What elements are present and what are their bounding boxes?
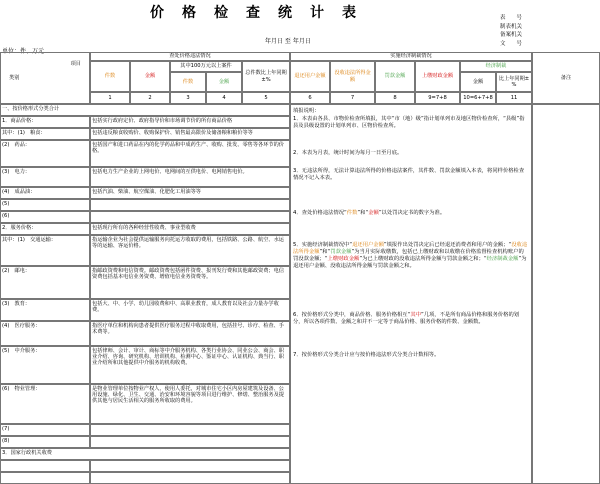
table-row-label: (3) 教育： — [0, 299, 90, 321]
note-6-text: 6．按价格形式分类中，商品价格、服务价格相互“ — [293, 312, 411, 318]
table-row-blank — [0, 472, 90, 484]
table-row-desc: 包括大、中、小学、幼儿园收费和中、高职业教育，成人教育以及社会力量办学收费。 — [90, 299, 290, 321]
table-row-label: (4) 成品油： — [0, 187, 90, 199]
table-row-label: (6) — [0, 211, 90, 223]
over-100-cases-header: 件数 — [170, 72, 206, 92]
note-4-amount: 金额 — [368, 210, 379, 216]
note-4-text: ”和“ — [357, 210, 369, 216]
fine-header: 罚款金额 — [375, 61, 415, 92]
table-row-desc: 包括律师、会计、审计、商标等中介服务机构、各类行业协会、同业公会、商会、职业介绍、咨询、研究机构、培训机构、检测中心、鉴证中心、认证机构、典当行、职业介绍所和其他提供中介服务的机构收费。 — [90, 346, 290, 384]
table-row-label: (8) — [0, 436, 90, 448]
table-row-label: (5) 中介服务： — [0, 346, 90, 384]
table-row-label: 3．国家行政机关收费 — [0, 448, 290, 460]
table-row-desc: 包括实行政府定价、政府指导价和市场调节价的所有商品价格 — [90, 116, 290, 128]
sanction-header: 经济制裁 — [460, 61, 532, 72]
col-number: 11 — [496, 92, 532, 104]
note-5-confiscate: 没收违法所得金额 — [293, 242, 528, 255]
table-row-label: (5) — [0, 199, 90, 211]
corner-cell — [0, 52, 90, 104]
sanction-vs-last-header: 比上年同期±% — [496, 72, 532, 92]
table-row-blank — [90, 472, 290, 484]
over-100-header: 其中100万元以上案件 — [170, 61, 242, 72]
note-5-refund: 退还用户金额 — [352, 242, 384, 248]
turn-in-header: 上缴财政金额 — [415, 61, 460, 92]
notes-area — [290, 104, 532, 484]
sanction-total-header: 金额 — [460, 72, 496, 92]
col-number: 3 — [170, 92, 206, 104]
col-number: 7 — [330, 92, 375, 104]
meta-form-number: 表 号 — [500, 15, 523, 21]
note-5-turn-in: 上缴财政金额 — [327, 256, 360, 262]
note-3: 3．无违法所得，无法计算违法所得的价格违法案件，其件数、罚款金额填入本表，将同样价格检查情况不记入本表。 — [293, 168, 525, 181]
note-5-text: ”为已上缴财政的没收违法所得金额与罚款金额之和；“ — [359, 256, 487, 262]
col-number: 4 — [206, 92, 242, 104]
remarks-header: 备注 — [532, 52, 600, 104]
table-row-desc: 指运输企业为社会提供运输服务向托运方收取的费用，包括铁路、公路、航空、水运等的运输、客运价格。 — [90, 235, 290, 266]
note-6 — [293, 312, 528, 326]
refund-header: 退还用户金额 — [290, 61, 330, 92]
table-row-desc — [90, 424, 290, 436]
remarks-column — [532, 104, 600, 484]
group-violation-header: 查处价格违法情况 — [90, 52, 290, 61]
table-row-label: 一、按价格形式分类合计 — [0, 104, 290, 116]
category-header: 类别 — [9, 75, 20, 81]
meta-document-number: 文 号 — [500, 40, 523, 47]
col-number: 5 — [242, 92, 290, 104]
table-row-desc: 包括现行所有的各种经营性收费、事业型收费 — [90, 223, 290, 235]
note-5-text: ”为当月实际收缴数，包括已上缴财政和以收缴在价格监督检查机构账户的罚没款金额；“ — [293, 249, 524, 262]
table-row-desc: 包括国产和进口药品在内的化学药品和中成药生产、收购、批发、零售等各环节的价格。 — [90, 140, 290, 167]
col-number: 10=6+7+8 — [460, 92, 496, 104]
item-header: 项目 — [70, 61, 81, 67]
cases-header: 件数 — [90, 61, 130, 92]
table-row-label: 1．商品价格： — [0, 116, 90, 128]
total-vs-last-header: 总件数比上年同期±% — [242, 61, 290, 92]
note-5-fine: 罚款金额 — [330, 249, 352, 255]
report-period: 年月日 至 年月日 — [265, 38, 311, 45]
unit-label: 单位：件、万元 — [2, 48, 45, 55]
table-row-blank — [90, 460, 290, 472]
table-row-label: 2．服务价格： — [0, 223, 90, 235]
table-row-label: 其中：(1) 交通运输： — [0, 235, 90, 266]
note-7: 7．按价格形式分类合计应与按价格违法形式分类合计数相等。 — [293, 352, 440, 358]
notes-heading: 填报说明： — [293, 108, 320, 114]
table-row-label: (2) 邮电： — [0, 266, 90, 299]
table-row-label: (7) — [0, 424, 90, 436]
table-row-desc: 指邮政资费和电信资费。邮政资费包括函件资费、报刊发行费和其他邮政资费；电信资费包括基本电信业务资费、增值电信业务资费等。 — [90, 266, 290, 299]
table-row-desc: 包括电力生产企业的上网电价、电网间的互供电价、电网销售电价。 — [90, 167, 290, 187]
note-4-cases: 件数 — [346, 210, 358, 216]
table-row-label: (2) 药品： — [0, 140, 90, 167]
confiscate-header: 没收违法所得金额 — [330, 61, 375, 92]
amount-header: 金额 — [130, 61, 170, 92]
table-row-label: (3) 电力： — [0, 167, 90, 187]
col-number: 6 — [290, 92, 330, 104]
group-sanction-header: 实施经济制裁情况 — [290, 52, 532, 61]
table-row-desc — [90, 199, 290, 211]
note-5-sanction: 经济制裁金额 — [486, 256, 519, 262]
note-5-text: ”和“ — [319, 249, 331, 255]
note-6-of: 其中 — [410, 312, 421, 318]
note-1: 1．本表由各县、市物价检查所填报，其中“市（地）级”指计划单列市及地区物价检查所，“县级”指县及县级设置的计划单列市、区物价检查所。 — [293, 116, 525, 129]
table-row-desc — [90, 211, 290, 223]
note-5 — [293, 242, 528, 270]
note-4-text: ”以处罚决定书的数字为准。 — [378, 210, 446, 216]
over-100-amount-header: 金额 — [206, 72, 242, 92]
col-number: 1 — [90, 92, 130, 104]
table-row-desc: 是物业管理单位按物业产权人、使用人委托，对城市住宅小区内房屋建筑及设备、公用设施、绿化、卫生、交通、治安和环境容貌等项目进行维护、修缮、整治服务及提供其他与居民生活相关的服务所收取的费用。 — [90, 384, 290, 424]
note-5-text: ”为退还用户金额、没收违法所得金额与罚款金额之和。 — [293, 256, 527, 269]
table-row-blank — [0, 460, 90, 472]
table-row-label: (6) 物业管理： — [0, 384, 90, 424]
table-row-desc: 包括违反粮食收购价、收购保护价、销售最高限价及储备粮和粮价等等 — [90, 128, 290, 140]
note-2: 2．本表为月表，统计时间为每月一日至月底。 — [293, 150, 403, 156]
meta-filing-authority: 备案机关 — [500, 32, 523, 38]
table-row-label: 其中：(1) 粮食： — [0, 128, 90, 140]
note-6-text: ”几项，不是所有商品价格和服务价格的划分，所以各项件数、金额之和并不一定等于商品价格、服务价格的件数、金额数。 — [293, 312, 520, 325]
note-4-text: 4．查处价格违法情况“ — [293, 210, 347, 216]
report-meta — [500, 14, 522, 48]
col-number: 8 — [375, 92, 415, 104]
note-5-text: ”填报作出处罚决定后已经退还消费者和用户的金额；“ — [383, 242, 512, 248]
note-4 — [293, 210, 528, 217]
table-row-desc: 指医疗单位和机构向患者提供医疗服务过程中收取费用，包括挂号、诊疗、检查、手术费等。 — [90, 321, 290, 346]
report-title: 价格检查统计表 — [150, 5, 374, 21]
col-number: 9=7+8 — [415, 92, 460, 104]
table-row-desc — [90, 436, 290, 448]
col-number: 2 — [130, 92, 170, 104]
note-5-text: 5．实施经济制裁情况中“ — [293, 242, 353, 248]
table-row-label: (4) 医疗服务： — [0, 321, 90, 346]
meta-issuer: 制表机关 — [500, 23, 523, 30]
table-row-desc: 包括汽油、柴油、航空煤油、化肥化工用油等等 — [90, 187, 290, 199]
